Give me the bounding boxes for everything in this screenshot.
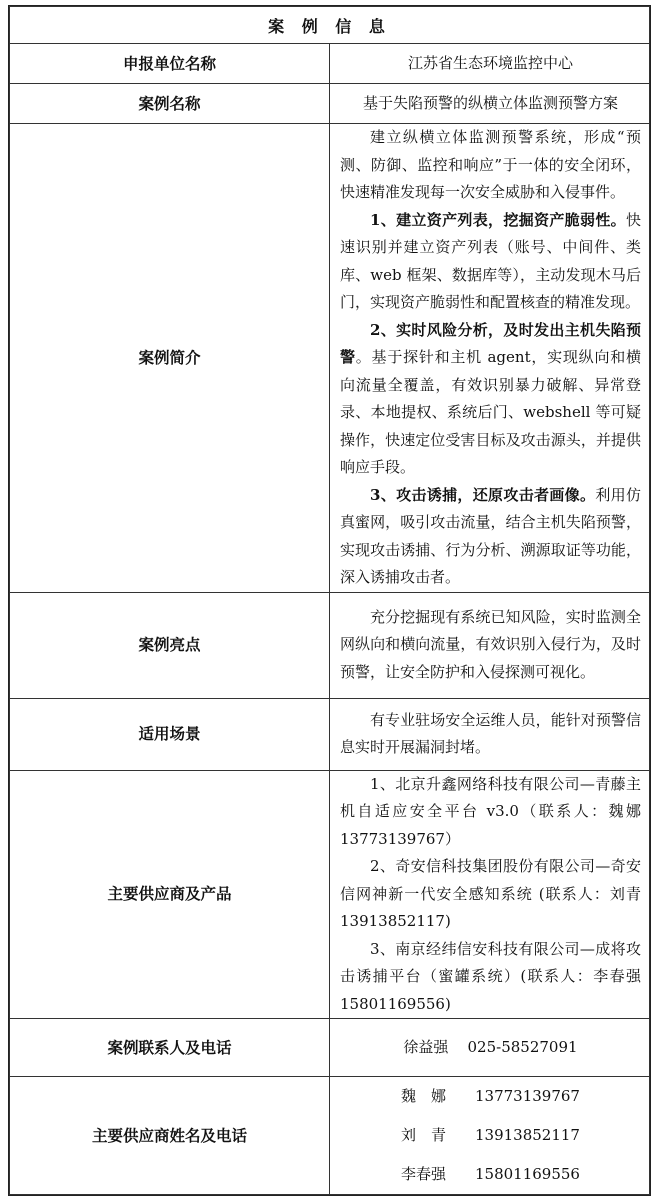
supplier-contact-name: 魏 娜 bbox=[401, 1087, 447, 1105]
intro-paragraph-3 bbox=[340, 317, 641, 482]
supplier-item: 1、北京升鑫网络科技有限公司—青藤主机自适应安全平台 v3.0（联系人：魏娜13773139767） bbox=[340, 774, 641, 848]
intro-point-3-title: 3、攻击诱捕，还原攻击者画像。 bbox=[370, 485, 596, 504]
case-name-label: 案例名称 bbox=[10, 84, 330, 124]
highlight-label: 案例亮点 bbox=[10, 592, 330, 698]
supplier-contact-row bbox=[340, 1077, 641, 1116]
scenario-label: 适用场景 bbox=[10, 698, 330, 770]
highlight-value bbox=[330, 592, 650, 698]
supplier-contact-phone: 13773139767 bbox=[475, 1087, 580, 1105]
suppliers-label: 主要供应商及产品 bbox=[10, 770, 330, 1019]
highlight-text: 充分挖掘现有系统已知风险，实时监测全网纵向和横向流量，有效识别入侵行为，及时预警，让安全防护和入侵探测可视化。 bbox=[340, 607, 641, 681]
unit-label: 申报单位名称 bbox=[10, 44, 330, 84]
supplier-contact-row bbox=[340, 1116, 641, 1155]
case-contact-phone: 025-58527091 bbox=[467, 1037, 578, 1056]
supplier-contact-phone: 13913852117 bbox=[475, 1126, 580, 1144]
supplier-contact-name: 李春强 bbox=[401, 1165, 447, 1183]
scenario-text: 有专业驻场安全运维人员，能针对预警信息实时开展漏洞封堵。 bbox=[340, 710, 641, 756]
intro-paragraph-4 bbox=[340, 482, 641, 592]
intro-paragraph-1: 建立纵横立体监测预警系统，形成“预测、防御、监控和响应”于一体的安全闭环，快速精准发现每一次安全威胁和入侵事件。 bbox=[340, 128, 641, 201]
case-name-value: 基于失陷预警的纵横立体监测预警方案 bbox=[330, 84, 650, 124]
suppliers-value bbox=[330, 770, 650, 1019]
supplier-contact-phone: 15801169556 bbox=[475, 1165, 580, 1183]
intro-value bbox=[330, 124, 650, 593]
supplier-contact-row bbox=[340, 1155, 641, 1194]
case-contact-name: 徐益强 bbox=[403, 1037, 449, 1056]
unit-value: 江苏省生态环境监控中心 bbox=[330, 44, 650, 84]
case-contact-value bbox=[330, 1019, 650, 1077]
intro-point-1-title: 1、建立资产列表，挖掘资产脆弱性。 bbox=[370, 210, 626, 229]
supplier-contacts-label: 主要供应商姓名及电话 bbox=[10, 1077, 330, 1195]
intro-point-1-text: 快速识别并建立资产列表（账号、中间件、类库、web 框架、数据库等），主动发现木马后门，实现资产脆弱性和配置核查的精准发现。 bbox=[340, 210, 641, 311]
intro-point-2-text: 。基于探针和主机 agent，实现纵向和横向流量全覆盖，有效识别暴力破解、异常登录、本地提权、系统后门、webshell 等可疑操作，快速定位受害目标及攻击源头，并提供响应手段。 bbox=[340, 348, 641, 476]
supplier-contact-name: 刘 青 bbox=[401, 1126, 447, 1144]
case-info-table bbox=[8, 5, 651, 1196]
supplier-contacts-value bbox=[330, 1077, 650, 1195]
scenario-value bbox=[330, 698, 650, 770]
intro-point-2-title: 2、实时风险分析，及时发出主机失陷预警 bbox=[340, 320, 641, 366]
table-title: 案 例 信 息 bbox=[10, 7, 650, 44]
intro-paragraph-2 bbox=[340, 207, 641, 317]
intro-point-3-text: 利用仿真蜜网，吸引攻击流量，结合主机失陷预警，实现攻击诱捕、行为分析、溯源取证等功能，深入诱捕攻击者。 bbox=[340, 485, 641, 586]
case-contact-label: 案例联系人及电话 bbox=[10, 1019, 330, 1077]
intro-label: 案例简介 bbox=[10, 124, 330, 593]
supplier-item: 3、南京经纬信安科技有限公司—成将攻击诱捕平台（蜜罐系统）(联系人：李春强15801169556) bbox=[340, 939, 641, 1013]
supplier-item: 2、奇安信科技集团股份有限公司—奇安信网神新一代安全感知系统 (联系人：刘青13913852117) bbox=[340, 857, 641, 930]
